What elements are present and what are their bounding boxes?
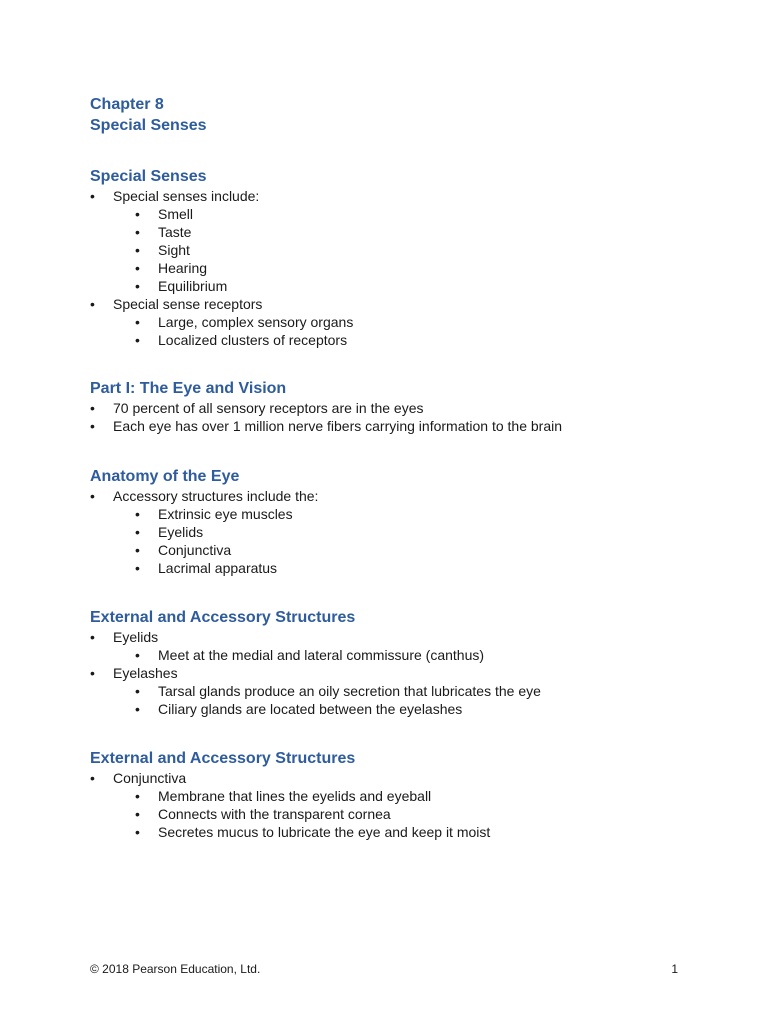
section-external-structures-1 bbox=[90, 608, 730, 718]
section-special-senses bbox=[90, 167, 730, 349]
chapter-name: Special Senses bbox=[90, 117, 207, 134]
bullet-list bbox=[90, 487, 730, 577]
list-item: • Special sense receptors bbox=[90, 295, 730, 313]
list-subitem: • Lacrimal apparatus bbox=[90, 559, 730, 577]
section-external-structures-2 bbox=[90, 749, 730, 841]
list-subitem: • Tarsal glands produce an oily secretion that lubricates the eye bbox=[90, 682, 730, 700]
list-subitem: • Secretes mucus to lubricate the eye and keep it moist bbox=[90, 823, 730, 841]
list-subitem: • Large, complex sensory organs bbox=[90, 313, 730, 331]
list-item: • Accessory structures include the: bbox=[90, 487, 730, 505]
page-number: 1 bbox=[671, 962, 678, 976]
section-heading: Special Senses bbox=[90, 168, 207, 185]
chapter-number: Chapter 8 bbox=[90, 96, 164, 113]
list-subitem: • Membrane that lines the eyelids and eyeball bbox=[90, 787, 730, 805]
section-heading: External and Accessory Structures bbox=[90, 750, 356, 767]
list-subitem: • Smell bbox=[90, 205, 730, 223]
section-eye-and-vision bbox=[90, 379, 730, 435]
list-subitem: • Equilibrium bbox=[90, 277, 730, 295]
list-subitem: • Meet at the medial and lateral commissure (canthus) bbox=[90, 646, 730, 664]
bullet-list bbox=[90, 769, 730, 841]
footer-copyright: © 2018 Pearson Education, Ltd. bbox=[90, 962, 261, 976]
list-subitem: • Ciliary glands are located between the eyelashes bbox=[90, 700, 730, 718]
list-subitem: • Localized clusters of receptors bbox=[90, 331, 730, 349]
section-heading: Anatomy of the Eye bbox=[90, 468, 240, 485]
bullet-list bbox=[90, 187, 730, 349]
list-item: • Conjunctiva bbox=[90, 769, 730, 787]
list-subitem: • Connects with the transparent cornea bbox=[90, 805, 730, 823]
list-subitem: • Sight bbox=[90, 241, 730, 259]
section-anatomy-of-eye bbox=[90, 467, 730, 577]
list-subitem: • Eyelids bbox=[90, 523, 730, 541]
section-heading: Part I: The Eye and Vision bbox=[90, 380, 287, 397]
list-item: • 70 percent of all sensory receptors are in the eyes bbox=[90, 399, 730, 417]
bullet-list bbox=[90, 628, 730, 718]
chapter-title bbox=[90, 94, 207, 136]
bullet-list bbox=[90, 399, 730, 435]
list-item: • Special senses include: bbox=[90, 187, 730, 205]
list-subitem: • Extrinsic eye muscles bbox=[90, 505, 730, 523]
list-item: • Eyelids bbox=[90, 628, 730, 646]
list-subitem: • Hearing bbox=[90, 259, 730, 277]
list-item: • Each eye has over 1 million nerve fibers carrying information to the brain bbox=[90, 417, 730, 435]
list-subitem: • Conjunctiva bbox=[90, 541, 730, 559]
list-subitem: • Taste bbox=[90, 223, 730, 241]
section-heading: External and Accessory Structures bbox=[90, 609, 356, 626]
list-item: • Eyelashes bbox=[90, 664, 730, 682]
